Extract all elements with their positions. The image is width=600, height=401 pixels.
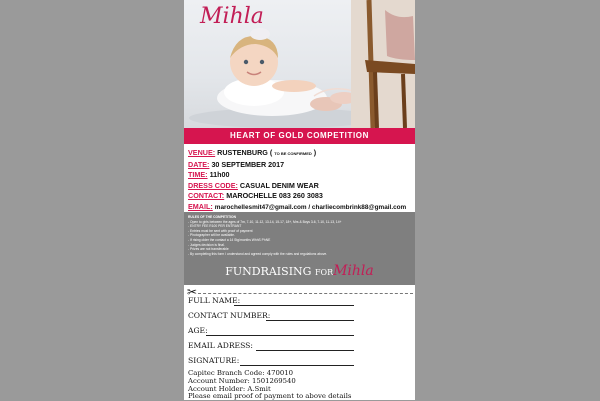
rule-line: - ENTRY FEE R100 PER ENTRANT bbox=[188, 224, 242, 229]
time-value: 11h00 bbox=[209, 170, 230, 179]
payment-note: Please email proof of payment to above details bbox=[188, 392, 352, 401]
contact-number-field[interactable] bbox=[266, 320, 354, 321]
rule-line: - By completing this form I understand and agreed comply with the rules and regulations above. bbox=[188, 251, 328, 256]
rule-line: - If rising older the contact a 14 Stg/months WhhS PhNE bbox=[188, 237, 271, 242]
entry-form bbox=[184, 285, 415, 400]
dress-code-value: CASUAL DENIM WEAR bbox=[239, 180, 319, 190]
dress-code-label: DRESS CODE: bbox=[188, 180, 238, 190]
rule-line: - Photographer will be available. bbox=[188, 233, 235, 238]
venue-note: TO BE CONFIRMED bbox=[274, 151, 312, 156]
rule-line: - Entries must be sent with proof of payment bbox=[188, 228, 253, 233]
contact-number-label: CONTACT NUMBER: bbox=[188, 311, 271, 320]
signature-label: SIGNATURE: bbox=[188, 356, 240, 365]
full-name-field[interactable] bbox=[234, 305, 354, 306]
age-field[interactable] bbox=[206, 335, 354, 336]
venue-row bbox=[188, 148, 415, 160]
rule-line: - Judges decision is final. bbox=[188, 242, 225, 247]
dress-code-row bbox=[188, 181, 415, 192]
venue-value: RUSTENBURG ( bbox=[217, 148, 273, 157]
time-label: TIME: bbox=[188, 170, 208, 179]
hero-photo bbox=[184, 0, 415, 128]
contact-row bbox=[188, 191, 415, 202]
date-label: DATE: bbox=[188, 159, 210, 169]
date-value: 30 SEPTEMBER 2017 bbox=[211, 159, 285, 169]
brand-logo: Mihla bbox=[200, 4, 264, 29]
fundraising-heading bbox=[184, 263, 415, 279]
branch-code: Capitec Branch Code: 470010 bbox=[188, 369, 294, 377]
contact-label: CONTACT: bbox=[188, 191, 225, 200]
account-holder: Account Holder: A.Smit bbox=[188, 384, 271, 393]
full-name-label: FULL NAME: bbox=[188, 296, 241, 305]
venue-label: VENUE: bbox=[188, 148, 216, 157]
email-row bbox=[188, 202, 415, 214]
time-row bbox=[188, 170, 415, 181]
email-address-field[interactable] bbox=[256, 350, 354, 351]
email-value: marochellesmit47@gmail.com / charliecombrink88@gmail.com bbox=[214, 203, 407, 211]
cut-line bbox=[198, 293, 413, 294]
venue-close: ) bbox=[313, 148, 317, 157]
event-details bbox=[184, 144, 415, 212]
email-label: EMAIL: bbox=[188, 201, 213, 211]
email-address-label: EMAIL ADRESS: bbox=[188, 341, 253, 350]
scissors-icon: ✂ bbox=[187, 285, 198, 299]
rule-line: - Prizes are not transferable bbox=[188, 247, 229, 252]
date-row bbox=[188, 160, 415, 171]
fundraising-word: FUNDRAISING bbox=[225, 265, 312, 278]
contact-value: MAROCHELLE 083 260 3083 bbox=[226, 191, 323, 200]
rule-line: - Open to girls between the ages of 7m, 7-10, 11-12, 13-14, 15-17, 18+, Mrs & Boys 3-6, 7-10, 11-13, 14+ bbox=[188, 219, 342, 224]
competition-banner: HEART OF GOLD COMPETITION bbox=[184, 128, 415, 144]
for-word: FOR bbox=[314, 268, 334, 277]
rules-title: RULES OF THE COMPETITION bbox=[188, 215, 236, 219]
fundraising-brand: Mihla bbox=[333, 263, 374, 279]
chair-illustration bbox=[351, 0, 415, 128]
signature-field[interactable] bbox=[240, 365, 354, 366]
age-label: AGE: bbox=[188, 326, 208, 335]
bank-details bbox=[188, 370, 351, 401]
flyer bbox=[184, 0, 415, 400]
competition-rules bbox=[188, 215, 413, 256]
account-number: Account Number: 1501269540 bbox=[188, 376, 296, 385]
